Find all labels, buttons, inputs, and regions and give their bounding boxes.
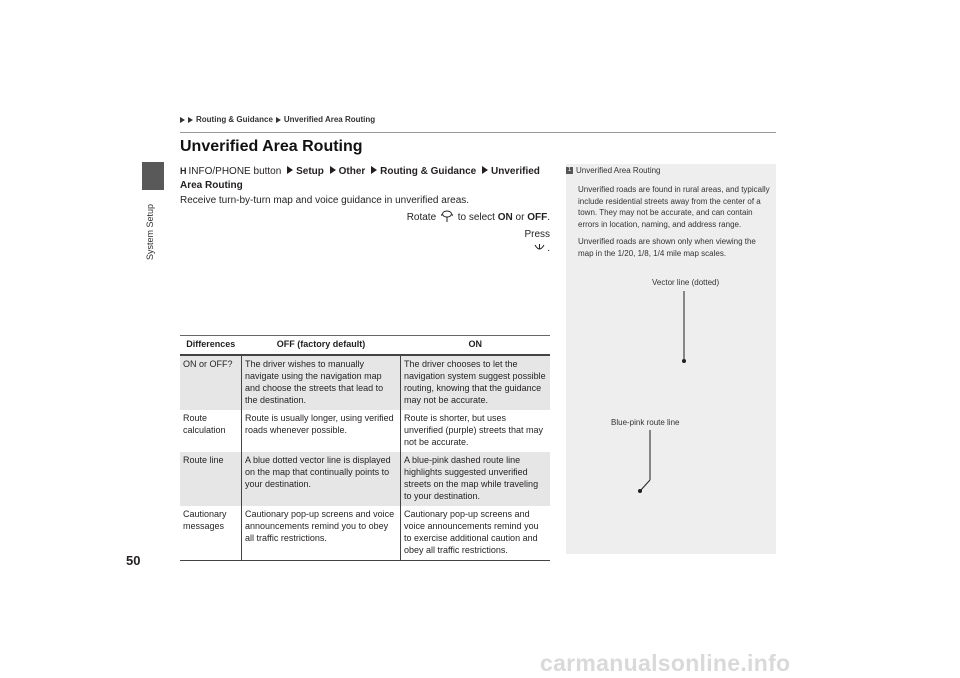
instruction-or: or: [515, 212, 525, 223]
menu-step: Setup: [296, 166, 324, 177]
page-number: 50: [126, 553, 141, 568]
instruction-rotate: Rotate: [406, 212, 437, 223]
intro-text: Receive turn-by-turn map and voice guidance in unverified areas.: [180, 195, 470, 206]
off-cell: Route is usually longer, using verified roads whenever possible.: [242, 410, 401, 452]
on-cell: A blue-pink dashed route line highlights suggested unverified streets on the map while traveling to your destination.: [401, 452, 551, 506]
note-title: Unverified Area Routing: [576, 166, 661, 175]
home-h-icon: H: [180, 166, 187, 176]
section-label: System Setup: [145, 203, 155, 261]
option-off: OFF: [527, 212, 548, 223]
menu-path-start: INFO/PHONE button: [188, 166, 282, 177]
column-header: Differences: [180, 336, 242, 356]
instruction-press: . Press: [524, 212, 550, 240]
note-paragraph: Unverified roads are found in rural areas, and typically include residential streets away from the center of a town. They may not be accurate, and can contain errors in location, naming, and address range.: [578, 185, 770, 229]
column-header: OFF (factory default): [242, 336, 401, 356]
vector-line-callout: [682, 291, 686, 363]
note-number-badge: 1: [567, 167, 572, 173]
row-label: Route line: [180, 452, 242, 506]
off-cell: A blue dotted vector line is displayed on the map that continually points to your destination.: [242, 452, 401, 506]
on-cell: Cautionary pop-up screens and voice announcements remind you to exercise additional caution and obey all traffic restrictions.: [401, 506, 551, 561]
instruction-end: .: [547, 243, 550, 254]
instruction-to-select: to select: [457, 212, 495, 223]
off-cell: The driver wishes to manually navigate using the navigation map and choose the streets that lead to the destination.: [242, 355, 401, 410]
menu-step: Routing & Guidance: [380, 166, 477, 177]
column-header: ON: [401, 336, 551, 356]
menu-step: Other: [338, 166, 366, 177]
note-paragraph: Unverified roads are shown only when viewing the map in the 1/20, 1/8, 1/4 mile map scales.: [578, 237, 756, 258]
row-label: Route calculation: [180, 410, 242, 452]
route-line-label: Blue-pink route line: [611, 418, 680, 427]
breadcrumb-item: Routing & Guidance: [196, 115, 273, 124]
vector-line-label: Vector line (dotted): [652, 278, 720, 287]
page-title: Unverified Area Routing: [180, 138, 363, 155]
row-label: ON or OFF?: [180, 355, 242, 410]
option-on: ON: [497, 212, 513, 223]
watermark: carmanualsonline.info: [540, 650, 791, 676]
breadcrumb-item: Unverified Area Routing: [283, 115, 376, 124]
on-cell: The driver chooses to let the navigation system suggest possible routing, knowing that the guidance may not be accurate.: [401, 355, 551, 410]
route-line-callout: [638, 430, 650, 493]
off-cell: Cautionary pop-up screens and voice announcements remind you to obey all traffic restrictions.: [242, 506, 401, 561]
on-cell: Route is shorter, but uses unverified (purple) streets that may not be accurate.: [404, 413, 544, 447]
row-label: Cautionary messages: [180, 506, 242, 561]
menu-step: Unverified Area Routing: [180, 166, 540, 191]
